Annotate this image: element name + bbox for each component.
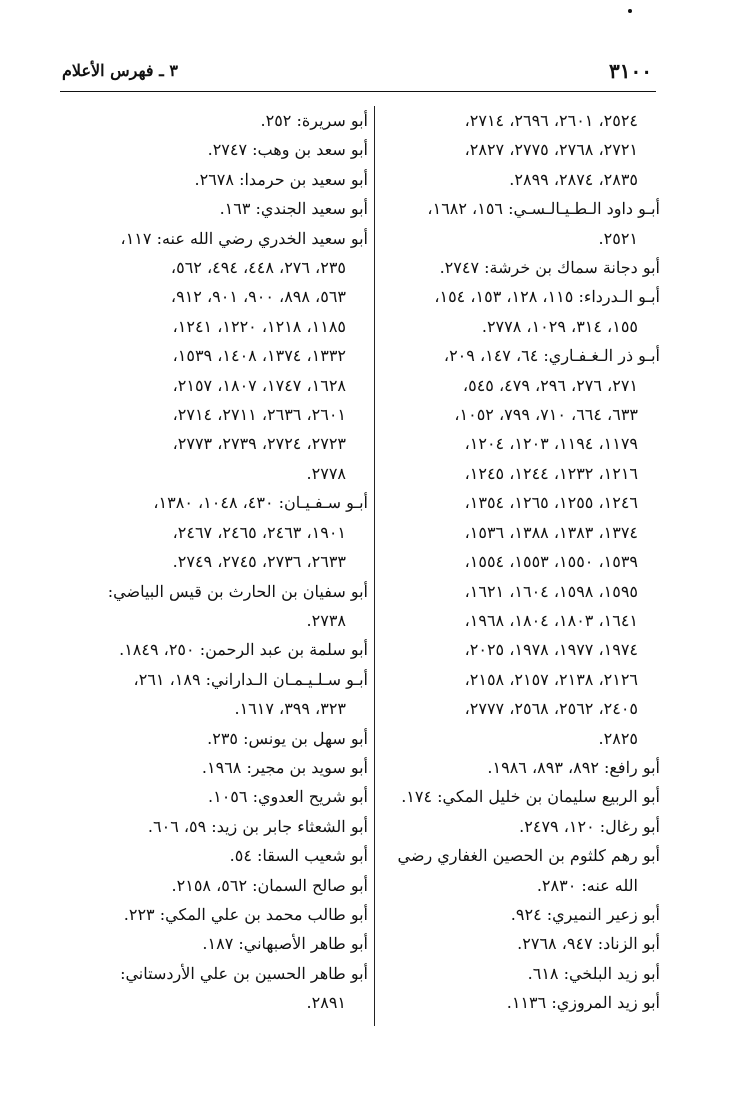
index-entry	[380, 782, 660, 811]
entry-continuation-line: ٢٥٢١.	[598, 228, 638, 248]
entry-continuation-line: ٢٧٢٣، ٢٧٢٤، ٢٧٣٩، ٢٧٧٣،	[172, 434, 346, 454]
entry-heading-line: أبو رغال: ١٢٠، ٢٤٧٩.	[519, 816, 660, 836]
index-entry	[380, 753, 660, 782]
entry-continuation-line: ١٩٧٤، ١٩٧٧، ١٩٧٨، ٢٠٢٥،	[464, 640, 638, 660]
entry-continuation-line: ٢٥٢٤، ٢٦٠١، ٢٦٩٦، ٢٧١٤،	[464, 111, 638, 130]
entry-heading-line: أبو سفيان بن الحارث بن قيس البياضي:	[107, 581, 368, 601]
index-column-right	[380, 106, 660, 1018]
entry-continuation-line: ١٥٣٩، ١٥٥٠، ١٥٥٣، ١٥٥٤،	[464, 552, 638, 572]
entry-heading-line: أبو رهم كلثوم بن الحصين الغفاري رضي	[397, 846, 660, 866]
page-number: ٣١٠٠	[609, 59, 652, 83]
entry-continuation-line: الله عنه: ٢٨٣٠.	[536, 875, 638, 895]
entry-heading-line: أبـو ذر الـغـفـاري: ٦٤، ١٤٧، ٢٠٩،	[443, 346, 660, 366]
index-entry	[380, 341, 660, 753]
index-entry	[72, 165, 368, 194]
entry-heading-line: أبو دجانة سماك بن خرشة: ٢٧٤٧.	[439, 258, 660, 278]
index-entry	[380, 900, 660, 929]
index-entry	[72, 577, 368, 636]
index-entry	[72, 900, 368, 929]
entry-continuation-line: ٢٨٢٥.	[598, 728, 638, 748]
index-entry	[72, 841, 368, 870]
entry-heading-line: أبـو سـفـيـان: ٤٣٠، ١٠٤٨، ١٣٨٠،	[153, 493, 368, 513]
entry-continuation-line: ١٢١٦، ١٢٣٢، ١٢٤٤، ١٢٤٥،	[464, 463, 638, 483]
entry-heading-line: أبو سريرة: ٢٥٢.	[260, 111, 368, 130]
index-entry	[72, 635, 368, 664]
entry-continuation-line: ٢٨٩١.	[306, 993, 346, 1013]
entry-heading-line: أبو الشعثاء جابر بن زيد: ٥٩، ٦٠٦.	[147, 816, 368, 836]
index-entry	[72, 959, 368, 1018]
entry-continuation-line: ٢٣٥، ٢٧٦، ٤٤٨، ٤٩٤، ٥٦٢،	[170, 258, 346, 278]
column-divider	[374, 106, 375, 1026]
entry-continuation-line: ٢٦٣٣، ٢٧٣٦، ٢٧٤٥، ٢٧٤٩.	[172, 552, 346, 572]
entry-continuation-line: ١٣٧٤، ١٣٨٣، ١٣٨٨، ١٥٣٦،	[464, 522, 638, 542]
entry-continuation-line: ١١٨٥، ١٢١٨، ١٢٢٠، ١٢٤١،	[172, 316, 346, 336]
entry-continuation-line: ٢٧٣٨.	[306, 610, 346, 630]
entry-heading-line: أبو سعد بن وهب: ٢٧٤٧.	[207, 140, 368, 160]
entry-heading-line: أبو طالب محمد بن علي المكي: ٢٢٣.	[123, 904, 368, 924]
index-entry	[72, 106, 368, 135]
entry-continuation-line: ٢٧٢١، ٢٧٦٨، ٢٧٧٥، ٢٨٢٧،	[464, 140, 638, 160]
index-entry	[72, 782, 368, 811]
index-entry	[72, 135, 368, 164]
index-entry	[72, 812, 368, 841]
entry-heading-line: أبو سهل بن يونس: ٢٣٥.	[207, 728, 368, 748]
entry-continuation-line: ١٥٥، ٣١٤، ١٠٢٩، ٢٧٧٨.	[481, 316, 638, 336]
entry-heading-line: أبو زيد المروزي: ١١٣٦.	[506, 993, 660, 1013]
index-entry	[72, 724, 368, 753]
entry-heading-line: أبو سويد بن مجير: ١٩٦٨.	[201, 757, 368, 777]
entry-continuation-line: ١٦٤١، ١٨٠٣، ١٨٠٤، ١٩٦٨،	[464, 610, 638, 630]
index-entry	[72, 871, 368, 900]
index-entry	[380, 841, 660, 900]
running-title: ٣ ـ فهرس الأعلام	[62, 61, 178, 80]
entry-continuation-line: ٢٧١، ٢٧٦، ٢٩٦، ٤٧٩، ٥٤٥،	[462, 375, 638, 395]
entry-heading-line: أبو طاهر الأصبهاني: ١٨٧.	[202, 934, 368, 954]
entry-heading-line: أبو سعيد بن حرمدا: ٢٦٧٨.	[194, 169, 368, 189]
index-entry	[380, 959, 660, 988]
index-entry	[380, 282, 660, 341]
index-entry	[380, 988, 660, 1017]
entry-continuation-line: ١٢٤٦، ١٢٥٥، ١٢٦٥، ١٣٥٤،	[464, 493, 638, 513]
index-entry	[380, 812, 660, 841]
entry-continuation-line: ٦٣٣، ٦٦٤، ٧١٠، ٧٩٩، ١٠٥٢،	[454, 405, 638, 425]
index-entry	[72, 753, 368, 782]
entry-continuation-line: ١١٧٩، ١١٩٤، ١٢٠٣، ١٢٠٤،	[464, 434, 638, 454]
entry-heading-line: أبو الزناد: ٩٤٧، ٢٧٦٨.	[517, 934, 660, 954]
entry-heading-line: أبو شريح العدوي: ١٠٥٦.	[208, 787, 368, 807]
entry-continuation-line: ٢٦٠١، ٢٦٣٦، ٢٧١١، ٢٧١٤،	[172, 405, 346, 425]
entry-heading-line: أبو سعيد الجندي: ١٦٣.	[219, 199, 368, 219]
index-entry	[380, 929, 660, 958]
index-entry	[72, 224, 368, 489]
entry-continuation-line: ١٥٩٥، ١٥٩٨، ١٦٠٤، ١٦٢١،	[464, 581, 638, 601]
entry-continuation-line: ٢٨٣٥، ٢٨٧٤، ٢٨٩٩.	[509, 169, 638, 189]
index-entry	[72, 194, 368, 223]
entry-heading-line: أبو الربيع سليمان بن خليل المكي: ١٧٤.	[401, 787, 660, 807]
page-dot	[628, 9, 632, 13]
index-entry	[380, 194, 660, 253]
index-entry	[72, 488, 368, 576]
index-entry	[72, 929, 368, 958]
index-entry	[380, 253, 660, 282]
entry-continuation-line: ٢٤٠٥، ٢٥٦٢، ٢٥٦٨، ٢٧٧٧،	[464, 699, 638, 719]
entry-heading-line: أبـو الـدرداء: ١١٥، ١٢٨، ١٥٣، ١٥٤،	[434, 287, 660, 307]
entry-heading-line: أبـو داود الـطـيـالـسـي: ١٥٦، ١٦٨٢،	[427, 199, 660, 219]
entry-continuation-line: ٢١٢٦، ٢١٣٨، ٢١٥٧، ٢١٥٨،	[464, 669, 638, 689]
index-entry	[380, 106, 660, 194]
entry-continuation-line: ٥٦٣، ٨٩٨، ٩٠٠، ٩٠١، ٩١٢،	[170, 287, 346, 307]
index-column-left	[72, 106, 368, 1018]
entry-continuation-line: ١٩٠١، ٢٤٦٣، ٢٤٦٥، ٢٤٦٧،	[172, 522, 346, 542]
entry-heading-line: أبو صالح السمان: ٥٦٢، ٢١٥٨.	[171, 875, 368, 895]
index-entry	[72, 665, 368, 724]
page-header	[60, 57, 656, 92]
entry-heading-line: أبو زعير النميري: ٩٢٤.	[510, 904, 660, 924]
entry-continuation-line: ١٦٢٨، ١٧٤٧، ١٨٠٧، ٢١٥٧،	[172, 375, 346, 395]
entry-heading-line: أبـو سـلـيـمـان الـداراني: ١٨٩، ٢٦١،	[133, 669, 368, 689]
entry-continuation-line: ٣٢٣، ٣٩٩، ١٦١٧.	[234, 699, 346, 719]
entry-heading-line: أبو طاهر الحسين بن علي الأردستاني:	[120, 963, 368, 983]
entry-continuation-line: ٢٧٧٨.	[306, 463, 346, 483]
entry-heading-line: أبو سلمة بن عبد الرحمن: ٢٥٠، ١٨٤٩.	[119, 640, 368, 660]
entry-heading-line: أبو رافع: ٨٩٢، ٨٩٣، ١٩٨٦.	[487, 757, 660, 777]
entry-continuation-line: ١٣٣٢، ١٣٧٤، ١٤٠٨، ١٥٣٩،	[172, 346, 346, 366]
entry-heading-line: أبو سعيد الخدري رضي الله عنه: ١١٧،	[120, 228, 368, 248]
entry-heading-line: أبو شعيب السقا: ٥٤.	[229, 846, 368, 866]
entry-heading-line: أبو زيد البلخي: ٦١٨.	[527, 963, 660, 983]
